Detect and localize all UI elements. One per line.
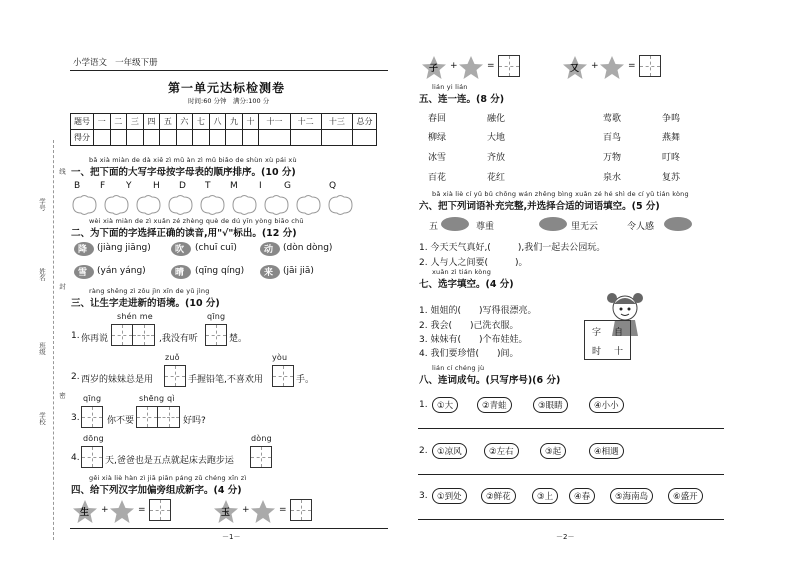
q7-char: 自: [614, 328, 624, 338]
score-head-cell: 六: [176, 114, 193, 130]
q4-base-char: 生: [80, 508, 90, 518]
score-cell[interactable]: [353, 130, 377, 146]
q6-word: 令人感: [627, 222, 655, 232]
page-subtitle: 时间:60 分钟 满分:100 分: [188, 97, 270, 105]
match-word[interactable]: 燕舞: [662, 133, 681, 143]
answer-line: [418, 474, 724, 475]
match-word[interactable]: 大地: [487, 133, 506, 143]
answer-line: [418, 519, 724, 520]
word-chip[interactable]: ①到处: [432, 488, 467, 504]
score-label-cell: 得分: [71, 130, 94, 146]
score-cell[interactable]: [193, 130, 210, 146]
q3-num: 2.: [71, 372, 80, 382]
letter: F: [100, 181, 106, 191]
tianzi-grid[interactable]: [158, 406, 180, 428]
match-word[interactable]: 争鸣: [662, 114, 681, 124]
q3-text: 手。: [296, 375, 315, 385]
q6-word: 五: [429, 222, 439, 232]
leaf-blank-icon[interactable]: [538, 216, 568, 232]
q3-pinyin-hint: yòu: [272, 353, 288, 362]
equals-sign: =: [628, 61, 636, 71]
score-value-row: [71, 130, 377, 146]
match-word[interactable]: 泉水: [603, 173, 622, 183]
q2-char: 晴: [175, 268, 185, 278]
q3-answer-box[interactable]: [136, 406, 180, 428]
score-cell[interactable]: [290, 130, 321, 146]
q3-pinyin-hint: dōng: [83, 434, 104, 443]
star-icon[interactable]: [109, 499, 135, 524]
q6-pinyin: bǎ xià liè cí yǔ bǔ chōng wán zhěng bìng xuǎn zé hé shì de cí yǔ tián kòng: [432, 190, 689, 198]
answer-cloud-shape: [201, 196, 224, 215]
q6-word: 里无云: [571, 222, 599, 232]
side-school: 学校: [38, 412, 46, 425]
q2-pinyin: wèi xià miàn de zì xuǎn zé zhèng què de dú yīn yòng biāo chū: [89, 217, 304, 225]
match-word[interactable]: 冰雪: [428, 153, 447, 163]
word-chip[interactable]: ②左右: [484, 443, 519, 459]
tianzi-grid[interactable]: [81, 446, 103, 468]
page-title: 第一单元达标检测卷: [168, 81, 286, 95]
q4-title: 四、给下列汉字加偏旁组成新字。(4 分): [71, 485, 242, 496]
letter: Y: [126, 181, 132, 191]
score-head-cell: 十二: [290, 114, 321, 130]
q7-line: 4. 我们要珍惜( )间。: [419, 349, 519, 359]
q2-title: 二、为下面的字选择正确的读音,用"√"标出。(12 分): [71, 228, 297, 239]
score-head-cell: 八: [209, 114, 226, 130]
q3-answer-box[interactable]: [111, 324, 155, 346]
q2-char: 雪: [78, 268, 88, 278]
answer-cloud-shape: [329, 196, 352, 215]
equals-sign: =: [487, 61, 495, 71]
score-head-cell: 七: [193, 114, 210, 130]
q2-options[interactable]: (qīng qíng): [195, 266, 245, 276]
word-chip[interactable]: ④小小: [589, 397, 624, 413]
word-chip[interactable]: ③上: [532, 488, 558, 504]
q3-text: 天,爸爸也是五点就起床去跑步运: [105, 456, 234, 466]
side-class: 班级: [38, 342, 46, 355]
side-secret: 密: [58, 392, 66, 399]
answer-cloud-shape: [137, 196, 160, 215]
match-word[interactable]: 叮咚: [662, 153, 681, 163]
q7-char: 字: [592, 328, 602, 338]
score-head-cell: 一: [94, 114, 111, 130]
side-seal: 封: [58, 283, 66, 290]
score-cell[interactable]: [176, 130, 193, 146]
match-word[interactable]: 百鸟: [603, 133, 622, 143]
q3-pinyin-hint: qīng: [83, 394, 102, 403]
binding-line: [53, 140, 54, 540]
score-head-cell: 总分: [353, 114, 377, 130]
tianzi-grid[interactable]: [133, 324, 155, 346]
match-word[interactable]: 万物: [603, 153, 622, 163]
score-head-cell: 十: [242, 114, 259, 130]
score-table: [70, 113, 377, 146]
score-header-row: [71, 114, 377, 130]
tianzi-grid[interactable]: [639, 55, 661, 77]
q7-line: 1. 姐姐的( )写得很漂亮。: [419, 306, 537, 316]
tianzi-grid[interactable]: [290, 499, 312, 521]
letter: G: [284, 181, 291, 191]
q3-pinyin: ràng shēng zì zǒu jìn xīn de yǔ jìng: [89, 287, 210, 295]
q4-pinyin: gěi xià liè hàn zì jiā piān páng zǔ chéng xīn zì: [89, 474, 247, 482]
q7-line: 3. 妹妹有( )个布娃娃。: [419, 335, 528, 345]
leaf-blank-icon[interactable]: [440, 216, 470, 232]
tianzi-grid[interactable]: [136, 406, 158, 428]
answer-cloud-shape: [169, 196, 192, 215]
q3-num: 4.: [71, 453, 80, 463]
score-head-cell: 二: [110, 114, 127, 130]
side-number: 学号: [38, 198, 46, 211]
q3-text: 你再说: [81, 334, 109, 344]
q5-pinyin: lián yi lián: [432, 83, 468, 91]
match-word[interactable]: 复苏: [662, 173, 681, 183]
q6-title: 六、把下列词语补充完整,并选择合适的词语填空。(5 分): [419, 201, 660, 212]
answer-line: [418, 428, 724, 429]
match-word[interactable]: 融化: [487, 114, 506, 124]
header-subject: [73, 56, 158, 68]
plus-sign: +: [450, 61, 458, 71]
q3-num: 1.: [71, 331, 80, 341]
q3-text: 你不要: [107, 416, 135, 426]
plus-sign: +: [101, 505, 109, 515]
q3-num: 3.: [71, 413, 80, 423]
q2-char: 来: [264, 268, 274, 278]
score-cell[interactable]: [242, 130, 259, 146]
q4-base-char: 又: [570, 64, 580, 74]
q8-num: 2.: [419, 446, 428, 456]
letter: T: [205, 181, 211, 191]
match-word[interactable]: 齐放: [487, 153, 506, 163]
q1-answer-shapes: [70, 194, 370, 216]
q7-title: 七、选字填空。(4 分): [419, 279, 514, 290]
score-cell[interactable]: [259, 130, 290, 146]
score-head-cell: 十三: [321, 114, 352, 130]
score-cell[interactable]: [143, 130, 160, 146]
q6-sentence-2: 2. 人与人之间要( )。: [419, 258, 528, 268]
q7-char: 时: [592, 347, 602, 357]
q6-sentence-1: 1. 今天天气真好,( ),我们一起去公园玩。: [419, 243, 606, 253]
score-cell[interactable]: [110, 130, 127, 146]
word-chip[interactable]: ②鲜花: [481, 488, 516, 504]
plus-sign: +: [242, 505, 250, 515]
q3-pinyin-hint: shēng qì: [139, 394, 175, 403]
tianzi-grid[interactable]: [149, 499, 171, 521]
letter: B: [74, 181, 81, 191]
tianzi-grid[interactable]: [164, 365, 186, 387]
q8-num: 3.: [419, 491, 428, 501]
q6-word: 尊重: [476, 222, 495, 232]
letter: Q: [329, 181, 337, 191]
q4-base-char: 子: [429, 64, 439, 74]
word-chip[interactable]: ①凉风: [432, 443, 467, 459]
q1-title: 一、把下面的大写字母按字母表的顺序排序。(10 分): [71, 167, 296, 178]
q3-text: 手握铅笔,不喜欢用: [188, 375, 263, 385]
score-cell[interactable]: [321, 130, 352, 146]
word-chip[interactable]: ⑤海南岛: [610, 488, 653, 504]
q3-pinyin-hint: zuǒ: [165, 353, 180, 362]
answer-cloud-shape: [265, 196, 288, 215]
score-cell[interactable]: [226, 130, 243, 146]
letter: D: [179, 181, 186, 191]
tianzi-grid[interactable]: [272, 365, 294, 387]
q3-title: 三、让生字走进新的语境。(10 分): [71, 298, 220, 309]
q1-pinyin: bǎ xià miàn de dà xiě zì mǔ àn zì mǔ biǎo de shùn xù pái xù: [89, 156, 297, 164]
q2-options[interactable]: (chuī cuī): [195, 243, 237, 253]
grade-label: 一年级下册: [115, 58, 158, 68]
score-head-cell: 九: [226, 114, 243, 130]
header-rule: [70, 70, 388, 71]
word-chip[interactable]: ③起: [540, 443, 566, 459]
score-head-cell: 四: [143, 114, 160, 130]
word-chip[interactable]: ④相遇: [589, 443, 624, 459]
q3-pinyin-hint: qīng: [207, 312, 226, 321]
q7-char: 十: [614, 347, 624, 357]
q8-title: 八、连词成句。(只写序号)(6 分): [419, 375, 561, 386]
equals-sign: =: [279, 505, 287, 515]
match-word[interactable]: 莺歌: [603, 114, 622, 124]
q2-options[interactable]: (yán yáng): [97, 266, 146, 276]
tianzi-grid[interactable]: [498, 55, 520, 77]
q8-num: 1.: [419, 400, 428, 410]
q3-text: ,我没有听: [159, 334, 198, 344]
word-chip[interactable]: ①大: [432, 397, 458, 413]
score-cell[interactable]: [127, 130, 144, 146]
tianzi-grid[interactable]: [81, 406, 103, 428]
score-head-cell: 五: [160, 114, 177, 130]
answer-cloud-shape: [105, 196, 128, 215]
answer-cloud-shape: [73, 196, 96, 215]
q3-pinyin-hint: dòng: [251, 434, 272, 443]
score-cell[interactable]: [209, 130, 226, 146]
score-cell[interactable]: [94, 130, 111, 146]
q2-char: 降: [78, 245, 88, 255]
q7-line: 2. 我会( )己洗衣服。: [419, 321, 519, 331]
plus-sign: +: [591, 61, 599, 71]
letter: I: [259, 181, 262, 191]
word-chip[interactable]: ⑥盛开: [668, 488, 703, 504]
q4-base-char: 玉: [221, 508, 231, 518]
side-line: 线: [58, 168, 66, 175]
match-word[interactable]: 花红: [487, 173, 506, 183]
tianzi-grid[interactable]: [250, 446, 272, 468]
tianzi-grid[interactable]: [111, 324, 133, 346]
tianzi-grid[interactable]: [205, 324, 227, 346]
q2-char: 动: [264, 245, 274, 255]
star-icon[interactable]: [458, 55, 484, 80]
q3-text: 好吗?: [183, 416, 206, 426]
q7-pinyin: xuǎn zì tián kòng: [432, 268, 492, 276]
word-chip[interactable]: ③眼睛: [533, 397, 568, 413]
q3-text: 楚。: [229, 334, 248, 344]
q2-options[interactable]: (dòn dòng): [283, 243, 333, 253]
q5-title: 五、连一连。(8 分): [419, 94, 505, 105]
score-head-cell: 题号: [71, 114, 94, 130]
match-word[interactable]: 百花: [428, 173, 447, 183]
star-icon[interactable]: [599, 55, 625, 80]
q8-pinyin: lián cí chéng jù: [432, 364, 485, 372]
answer-cloud-shape: [233, 196, 256, 215]
page-number-right: －2－: [556, 533, 575, 541]
score-cell[interactable]: [160, 130, 177, 146]
match-word[interactable]: 春回: [428, 114, 447, 124]
side-name: 姓名: [38, 268, 46, 281]
equals-sign: =: [138, 505, 146, 515]
star-icon[interactable]: [250, 499, 276, 524]
word-chip[interactable]: ④春: [569, 488, 595, 504]
answer-cloud-shape: [297, 196, 320, 215]
score-head-cell: 十一: [259, 114, 290, 130]
subject-label: 小学语文: [73, 58, 108, 68]
page-number-left: －1－: [222, 533, 241, 541]
leaf-blank-icon[interactable]: [663, 216, 693, 232]
score-head-cell: 三: [127, 114, 144, 130]
q3-pinyin-hint: shén me: [117, 312, 153, 321]
letter: M: [230, 181, 238, 191]
letter: H: [153, 181, 160, 191]
word-chip[interactable]: ②青蛙: [477, 397, 512, 413]
q2-options[interactable]: (jāi jiā): [283, 266, 314, 276]
footer-rule-left: [70, 528, 388, 529]
q2-char: 吹: [175, 245, 185, 255]
q3-text: 西岁的妹妹总是用: [81, 375, 154, 385]
q2-options[interactable]: (jiàng jiāng): [97, 243, 151, 253]
match-word[interactable]: 柳绿: [428, 133, 447, 143]
